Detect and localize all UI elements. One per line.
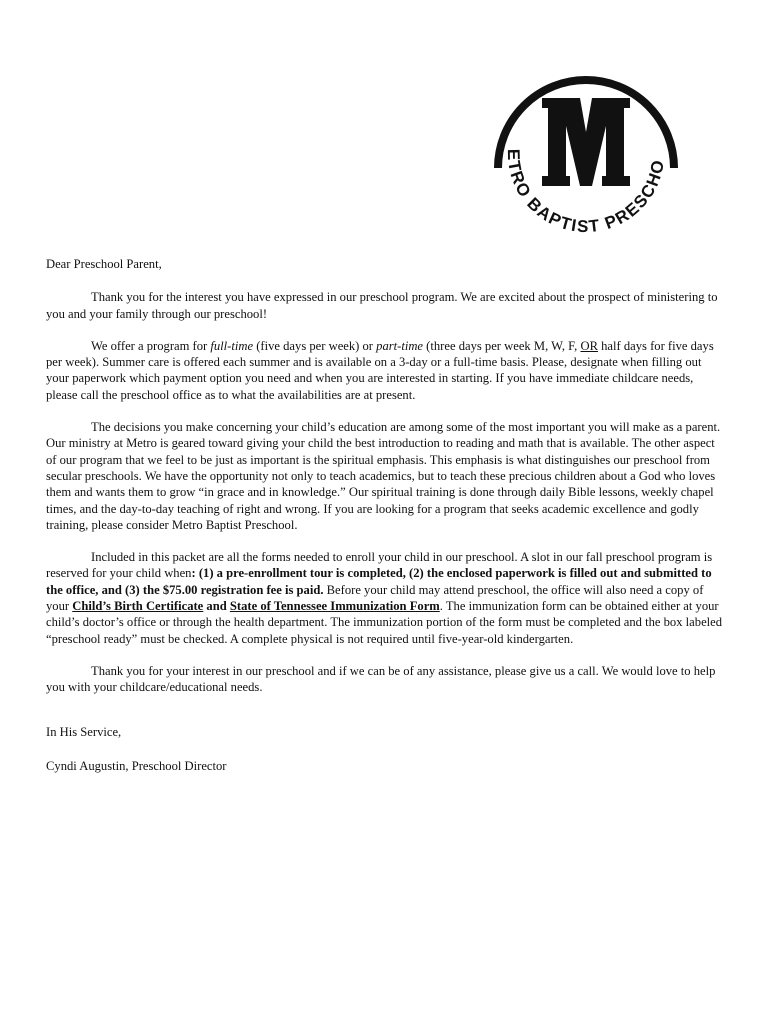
enrollment-steps: : (1) a pre-enrollment tour is completed, (2) the enclosed paperwork is filled out and submitted to the office, and (3) the $75.00 registration fee is paid. — [46, 566, 712, 597]
or-emphasis: OR — [580, 338, 598, 353]
full-time-term: full-time — [210, 338, 254, 353]
logo-m-letter — [542, 98, 630, 186]
birth-certificate-requirement: Child’s Birth Certificate — [72, 599, 204, 614]
salutation: Dear Preschool Parent, — [46, 257, 162, 271]
metro-baptist-preschool-logo — [484, 50, 688, 254]
logo-arc-text: ETRO BAPTIST PRESCHO — [503, 148, 669, 237]
signature: Cyndi Augustin, Preschool Director — [46, 758, 227, 773]
immunization-form-requirement: State of Tennessee Immunization Form — [229, 599, 440, 614]
logo-graphic — [484, 50, 688, 254]
paragraph-intro: Thank you for the interest you have expressed in our preschool program. We are excited about the prospect of ministering to you and your family through our preschool! — [46, 290, 718, 321]
paragraph-enrollment-requirements: Included in this packet are all the forms needed to enroll your child in our preschool. A slot in our fall preschool program is reserved for your child when: (1) a pre-enrollment tour is completed, (2) the enclosed paperwork is filled out and submitted to the office, and (3) the $75.00 registration fee is paid. Before your child may attend preschool, the office will also need a copy of your Child’s Birth Certificate and State of Tennessee Immunization Form. The immunization form can be obtained either at your child’s doctor’s office or through the health department. The immunization portion of the form must be completed and the box labeled “preschool ready” must be checked. A complete physical is not required until five-year-old kindergarten. — [46, 550, 723, 646]
part-time-term: part-time — [376, 338, 424, 353]
letter-body — [46, 256, 726, 774]
closing: In His Service, — [46, 724, 122, 739]
paragraph-thank-you: Thank you for your interest in our preschool and if we can be of any assistance, please give us a call. We would love to help you with your childcare/educational needs. — [46, 663, 716, 695]
paragraph-program-options: We offer a program for full-time (five days per week) or part-time (three days per week M, W, F, OR half days for five days per week). Summer care is offered each summer and is available on a 3-day or a full-time basis. Please, designate when filling out your paperwork which payment option you need and when you are interested in starting. If you have immediate childcare needs, please call the preschool office as to what the availabilities are at present. — [46, 338, 714, 402]
paragraph-education-decisions: The decisions you make concerning your child’s education are among some of the most important you will make as a parent. Our ministry at Metro is geared toward giving your child the best introduction to reading and math that is available. The other aspect of our program that we feel to be just as important is the spiritual emphasis. This emphasis is what distinguishes our preschool from secular preschools. We have the opportunity not only to teach academics, but to teach these precious children about a God who loves them and wants them to grow “in grace and in knowledge.” Our spiritual training is done through daily Bible lessons, weekly chapel times, and the day-to-day teaching of right and wrong. If you are looking for a program that seeks academic excellence and godly training, please consider Metro Baptist Preschool. — [46, 420, 721, 532]
